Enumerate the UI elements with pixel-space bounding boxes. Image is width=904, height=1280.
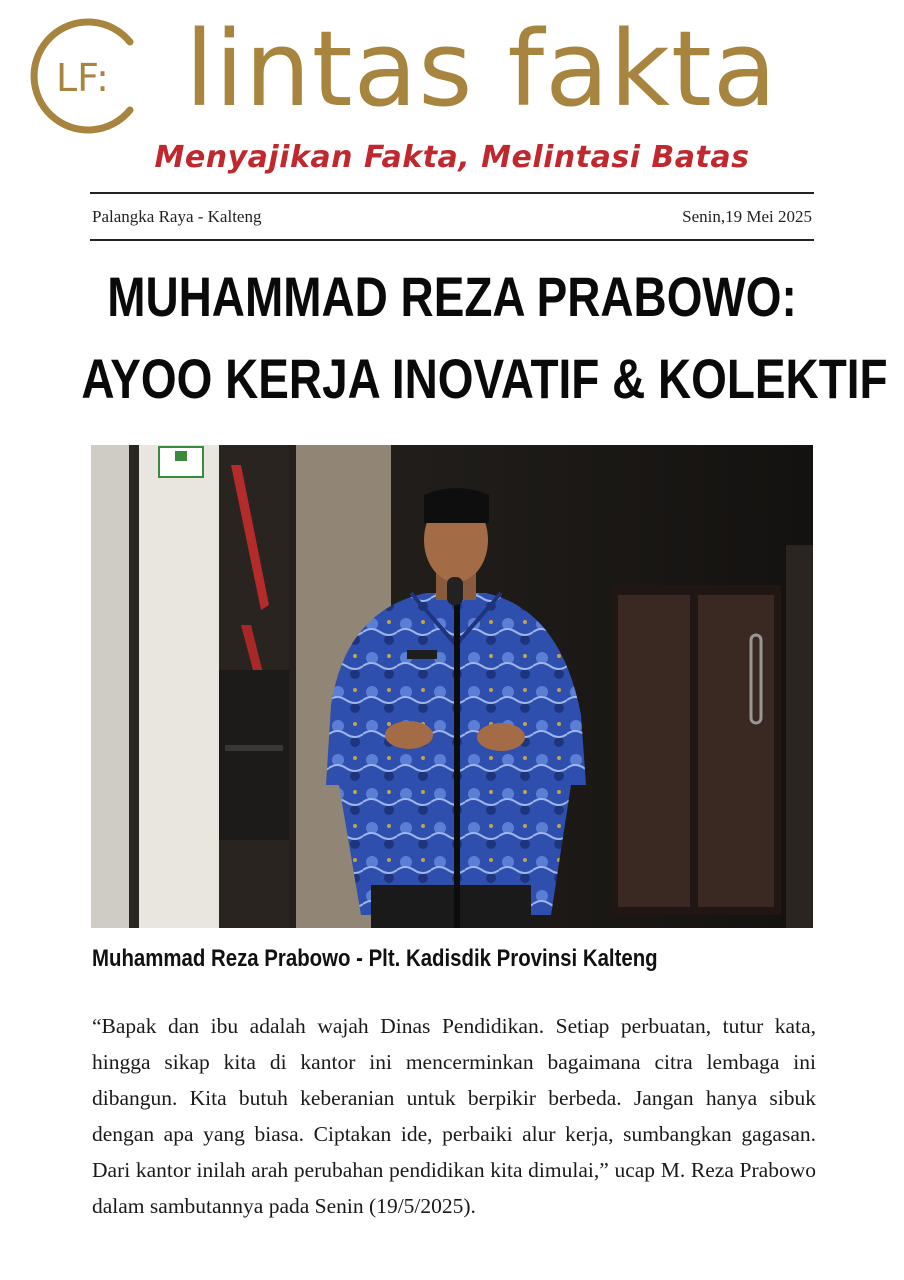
headline-line-2: AYOO KERJA INOVATIF & KOLEKTIF [81,347,888,410]
article-body: “Bapak dan ibu adalah wajah Dinas Pendidikan. Setiap perbuatan, tutur kata, hingga sikap kita di kantor ini mencerminkan bagaimana citra lembaga ini dibangun. Kita butuh keberanian untuk berpikir berbeda. Jangan hanya sibuk dengan apa yang biasa. Ciptakan ide, perbaiki alur kerja, sumbangkan gagasan. Dari kantor inilah arah perubahan pendidikan kita dimulai,” ucap M. Reza Prabowo dalam sambutannya pada Senin (19/5/2025). [92,1014,816,1218]
top-divider [90,192,814,194]
headline [81,256,888,420]
lf-logo-icon [26,14,154,138]
photo-caption: Muhammad Reza Prabowo - Plt. Kadisdik Provinsi Kalteng [92,945,658,972]
headline-line-1: MUHAMMAD REZA PRABOWO: [107,265,797,328]
photo-speaker-at-microphone-icon [91,445,813,928]
dateline-location: Palangka Raya - Kalteng [92,207,262,226]
masthead [0,0,904,190]
brand-name: lintas fakta [185,8,778,130]
bottom-divider [90,239,814,241]
tagline: Menyajikan Fakta, Melintasi Batas [154,140,750,175]
logo-initials: LF: [56,56,109,100]
dateline-date: Senin,19 Mei 2025 [682,207,812,226]
article-photo [91,445,813,928]
